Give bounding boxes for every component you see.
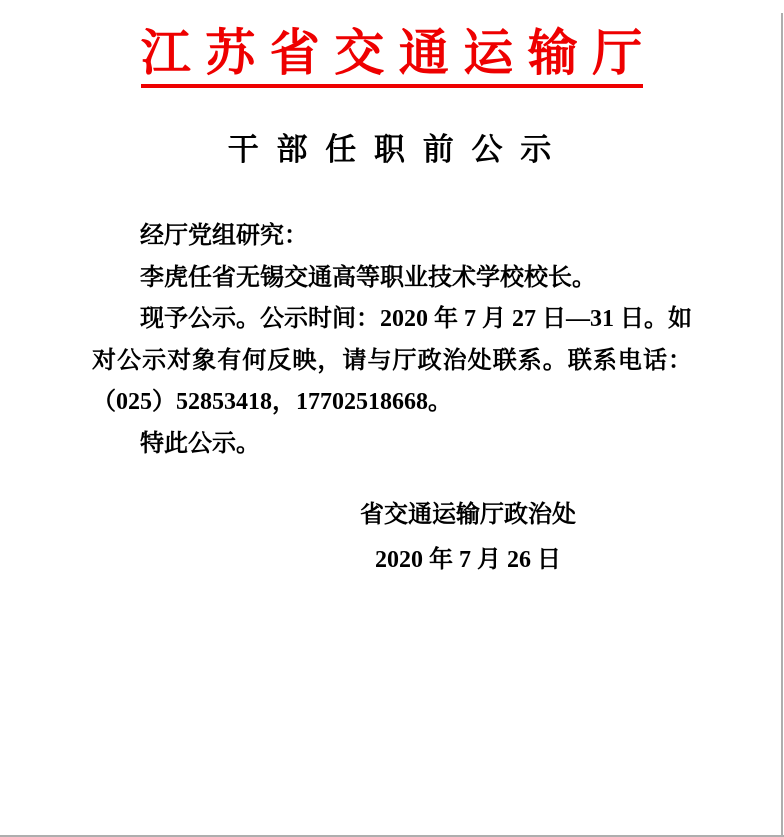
letterhead <box>0 0 784 88</box>
paragraph-notice-details: 现予公示。公示时间：2020 年 7 月 27 日—31 日。如对公示对象有何反映，请与厅政治处联系。联系电话：（025）52853418，17702518668。 <box>92 306 692 415</box>
scan-edge-right <box>781 13 783 837</box>
paragraph-intro: 经厅党组研究： <box>140 223 308 249</box>
document-heading: 干 部 任 职 前 公 示 <box>227 132 557 167</box>
signature-block <box>360 493 576 583</box>
paragraph-appointment: 李虎任省无锡交通高等职业技术学校校长。 <box>140 264 596 291</box>
document-body <box>92 216 692 465</box>
paragraph-closing: 特此公示。 <box>140 430 260 457</box>
signature-date: 2020 年 7 月 26 日 <box>375 547 561 573</box>
agency-name-title: 江 苏 省 交 通 运 输 厅 <box>141 25 644 88</box>
signature-org: 省交通运输厅政治处 <box>360 502 576 528</box>
